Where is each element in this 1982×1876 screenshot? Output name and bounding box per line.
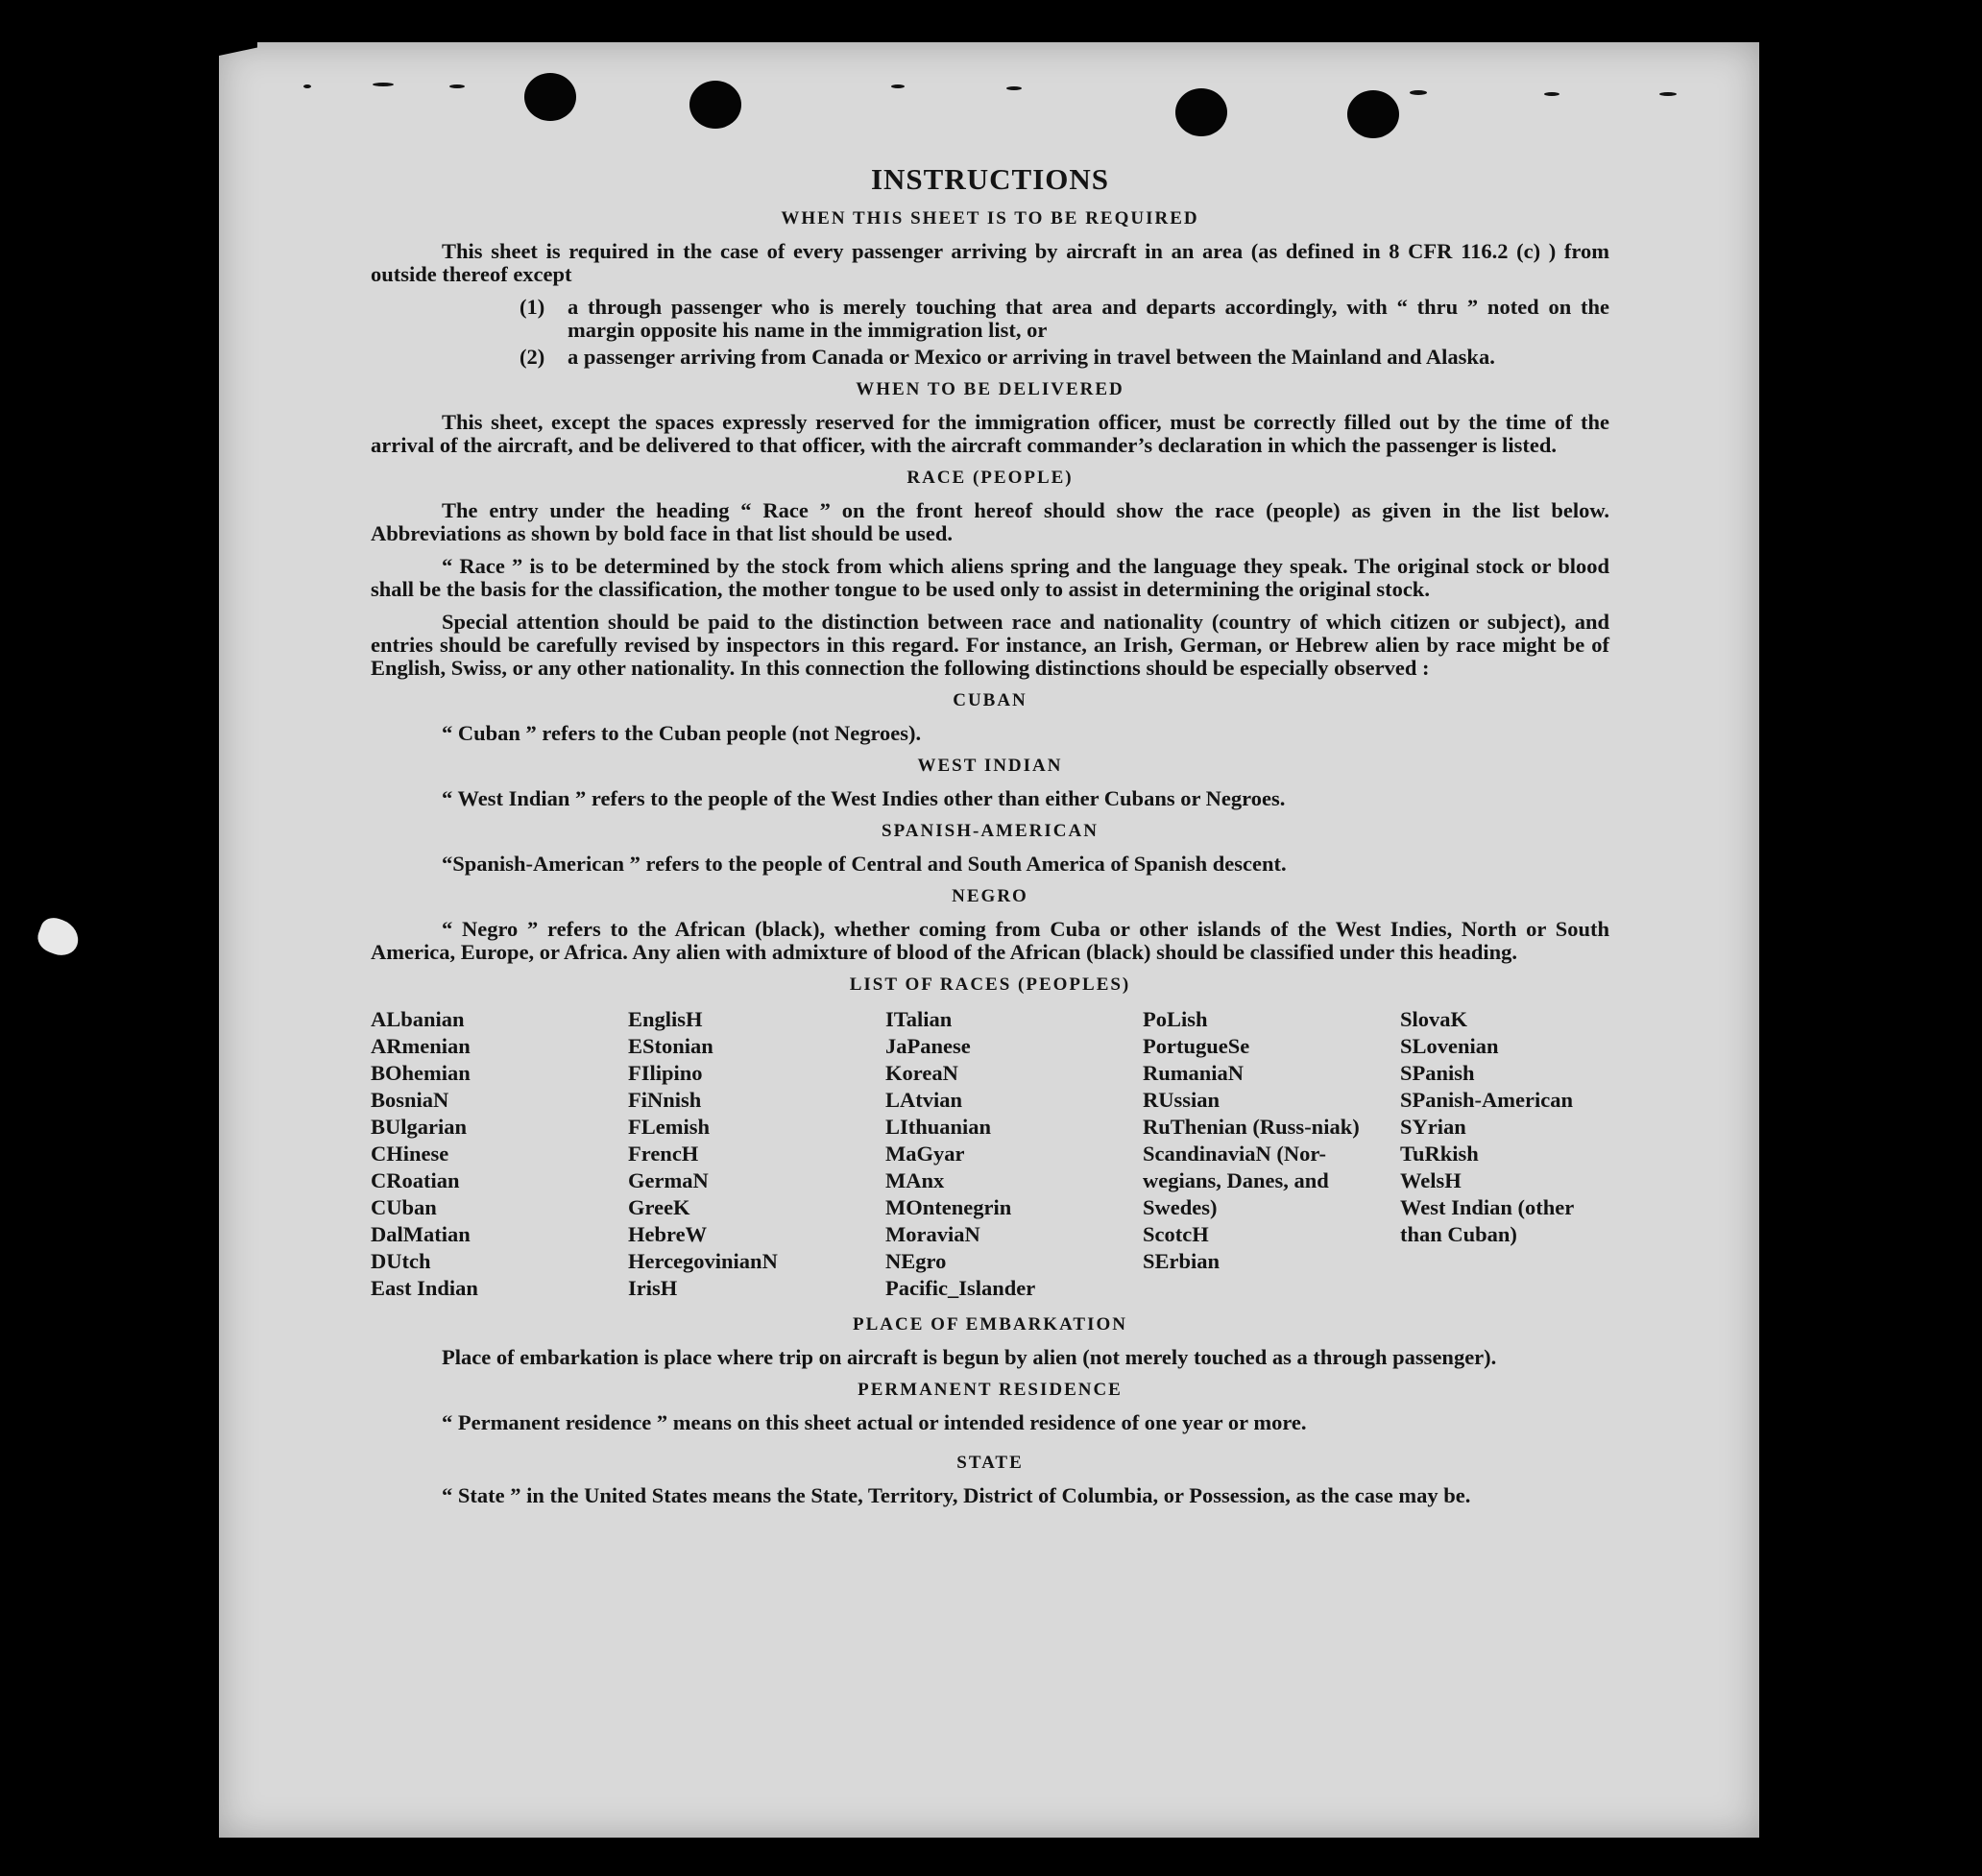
heading-residence: PERMANENT RESIDENCE — [858, 1380, 1123, 1400]
race-entry: SYrian — [1400, 1115, 1466, 1139]
paragraph-embarkation: Place of embarkation is place where trip on aircraft is begun by alien (not merely touched as a through passenger). — [442, 1345, 1497, 1369]
paragraph-negro: “ Negro ” refers to the African (black), whether coming from Cuba or other islands of the West Indies, North or South America, Europe, or Africa. Any alien with admixture of blood of the African (black) should be classified under this heading. — [371, 917, 1609, 964]
page-title: INSTRUCTIONS — [870, 162, 1109, 196]
race-column — [1400, 1006, 1609, 1302]
paragraph-race-1: The entry under the heading “ Race ” on the front hereof should show the race (people) as given in the list below. Abbreviations as shown by bold face in that list should be used. — [371, 498, 1609, 545]
punch-hole — [1175, 88, 1227, 136]
race-entry: EnglisH — [628, 1007, 703, 1031]
exception-text: a passenger arriving from Canada or Mexico or arriving in travel between the Mainland and Alaska. — [568, 345, 1495, 369]
race-entry: JaPanese — [885, 1034, 971, 1058]
race-entry: EStonian — [628, 1034, 713, 1058]
punch-hole — [689, 81, 741, 129]
heading-spanish-american: SPANISH-AMERICAN — [882, 821, 1099, 841]
race-entry: FrencH — [628, 1142, 699, 1166]
paragraph-west-indian: “ West Indian ” refers to the people of the West Indies other than either Cubans or Negroes. — [442, 786, 1286, 810]
edge-smudge — [34, 914, 84, 960]
exception-number: (1) — [520, 295, 545, 319]
ink-speck — [303, 84, 311, 88]
race-entry: MoraviaN — [885, 1222, 980, 1246]
race-entry: MAnx — [885, 1168, 945, 1192]
race-entry: PoLish — [1143, 1007, 1208, 1031]
races-list — [371, 1006, 1609, 1302]
exception-item — [520, 296, 1609, 342]
race-entry: West Indian (other than Cuban) — [1400, 1195, 1574, 1246]
heading-race: RACE (PEOPLE) — [906, 468, 1074, 488]
race-entry: ARmenian — [371, 1034, 471, 1058]
race-column — [1143, 1006, 1400, 1302]
race-entry: FiNnish — [628, 1088, 702, 1112]
ink-speck — [1544, 92, 1559, 96]
paragraph-delivered: This sheet, except the spaces expressly reserved for the immigration officer, must be correctly filled out by the time of the arrival of the aircraft, and be delivered to that officer, with the aircraft commander’s declaration in which the passenger is listed. — [371, 410, 1609, 457]
race-entry: HercegovinianN — [628, 1249, 778, 1273]
paragraph-required-intro: This sheet is required in the case of every passenger arriving by aircraft in an area (as defined in 8 CFR 116.2 (c) ) from outside thereof except — [371, 239, 1609, 286]
race-entry: CHinese — [371, 1142, 449, 1166]
ink-speck — [449, 84, 465, 88]
race-entry: MOntenegrin — [885, 1195, 1012, 1219]
race-entry: Pacific_Islander — [885, 1276, 1036, 1300]
punch-hole — [524, 73, 576, 121]
race-entry: PortugueSe — [1143, 1034, 1250, 1058]
race-entry: SErbian — [1143, 1249, 1221, 1273]
race-column — [628, 1006, 885, 1302]
race-entry: IrisH — [628, 1276, 678, 1300]
heading-required: WHEN THIS SHEET IS TO BE REQUIRED — [781, 208, 1199, 228]
race-entry: SlovaK — [1400, 1007, 1468, 1031]
race-entry: ALbanian — [371, 1007, 465, 1031]
ink-speck — [1659, 92, 1677, 96]
race-entry: FLemish — [628, 1115, 711, 1139]
ink-speck — [1410, 90, 1427, 95]
heading-cuban: CUBAN — [953, 690, 1027, 710]
heading-west-indian: WEST INDIAN — [917, 756, 1063, 776]
ink-speck — [1006, 86, 1022, 90]
race-entry: CUban — [371, 1195, 437, 1219]
race-entry: East Indian — [371, 1276, 478, 1300]
race-entry: BosniaN — [371, 1088, 449, 1112]
race-entry: RumaniaN — [1143, 1061, 1245, 1085]
document-sheet — [219, 42, 1759, 1838]
heading-embarkation: PLACE OF EMBARKATION — [853, 1314, 1127, 1335]
race-entry: NEgro — [885, 1249, 947, 1273]
exception-text: a through passenger who is merely touching that area and departs accordingly, with “ thru ” noted on the margin opposite his name in the immigration list, or — [568, 295, 1609, 342]
race-entry: TuRkish — [1400, 1142, 1479, 1166]
race-entry: KoreaN — [885, 1061, 958, 1085]
paragraph-residence: “ Permanent residence ” means on this sheet actual or intended residence of one year or more. — [442, 1410, 1307, 1434]
ink-speck — [891, 84, 905, 88]
race-entry: ITalian — [885, 1007, 953, 1031]
heading-delivered: WHEN TO BE DELIVERED — [856, 379, 1124, 399]
race-entry: RUssian — [1143, 1088, 1221, 1112]
race-entry: LAtvian — [885, 1088, 963, 1112]
heading-races-list: LIST OF RACES (PEOPLES) — [849, 974, 1131, 995]
race-entry: BUlgarian — [371, 1115, 468, 1139]
punch-hole — [1347, 90, 1399, 138]
race-entry: ScandinaviaN (Nor-wegians, Danes, and Swedes) — [1143, 1142, 1329, 1219]
race-entry: FIlipino — [628, 1061, 703, 1085]
race-entry: WelsH — [1400, 1168, 1462, 1192]
paragraph-race-3: Special attention should be paid to the distinction between race and nationality (country of which citizen or subject), and entries should be carefully revised by inspectors in this regard. For instance, an Irish, German, or Hebrew alien by race might be of English, Swiss, or any other nationality. In this connection the following distinctions should be especially observed : — [371, 610, 1609, 680]
heading-state: STATE — [956, 1453, 1024, 1473]
race-entry: SLovenian — [1400, 1034, 1499, 1058]
race-column — [885, 1006, 1143, 1302]
paragraph-state: “ State ” in the United States means the State, Territory, District of Columbia, or Possession, as the case may be. — [442, 1483, 1471, 1507]
race-entry: DalMatian — [371, 1222, 471, 1246]
exception-number: (2) — [520, 345, 545, 369]
race-entry: LIthuanian — [885, 1115, 992, 1139]
race-entry: RuThenian (Russ-niak) — [1143, 1115, 1360, 1139]
race-entry: ScotcH — [1143, 1222, 1209, 1246]
paragraph-spanish-american: “Spanish-American ” refers to the people of Central and South America of Spanish descent. — [442, 852, 1287, 876]
race-entry: SPanish-American — [1400, 1088, 1573, 1112]
paragraph-race-2: “ Race ” is to be determined by the stock from which aliens spring and the language they speak. The original stock or blood shall be the basis for the classification, the mother tongue to be used only to assist in determining the original stock. — [371, 554, 1609, 601]
ink-speck — [373, 83, 394, 86]
instructions-content — [371, 161, 1609, 1517]
race-entry: CRoatian — [371, 1168, 460, 1192]
race-entry: HebreW — [628, 1222, 708, 1246]
race-entry: GreeK — [628, 1195, 690, 1219]
race-column — [371, 1006, 628, 1302]
race-entry: DUtch — [371, 1249, 431, 1273]
race-entry: MaGyar — [885, 1142, 965, 1166]
race-entry: GermaN — [628, 1168, 709, 1192]
paragraph-cuban: “ Cuban ” refers to the Cuban people (not Negroes). — [442, 721, 922, 745]
race-entry: BOhemian — [371, 1061, 471, 1085]
heading-negro: NEGRO — [952, 886, 1028, 906]
exception-item — [520, 346, 1609, 369]
race-entry: SPanish — [1400, 1061, 1475, 1085]
